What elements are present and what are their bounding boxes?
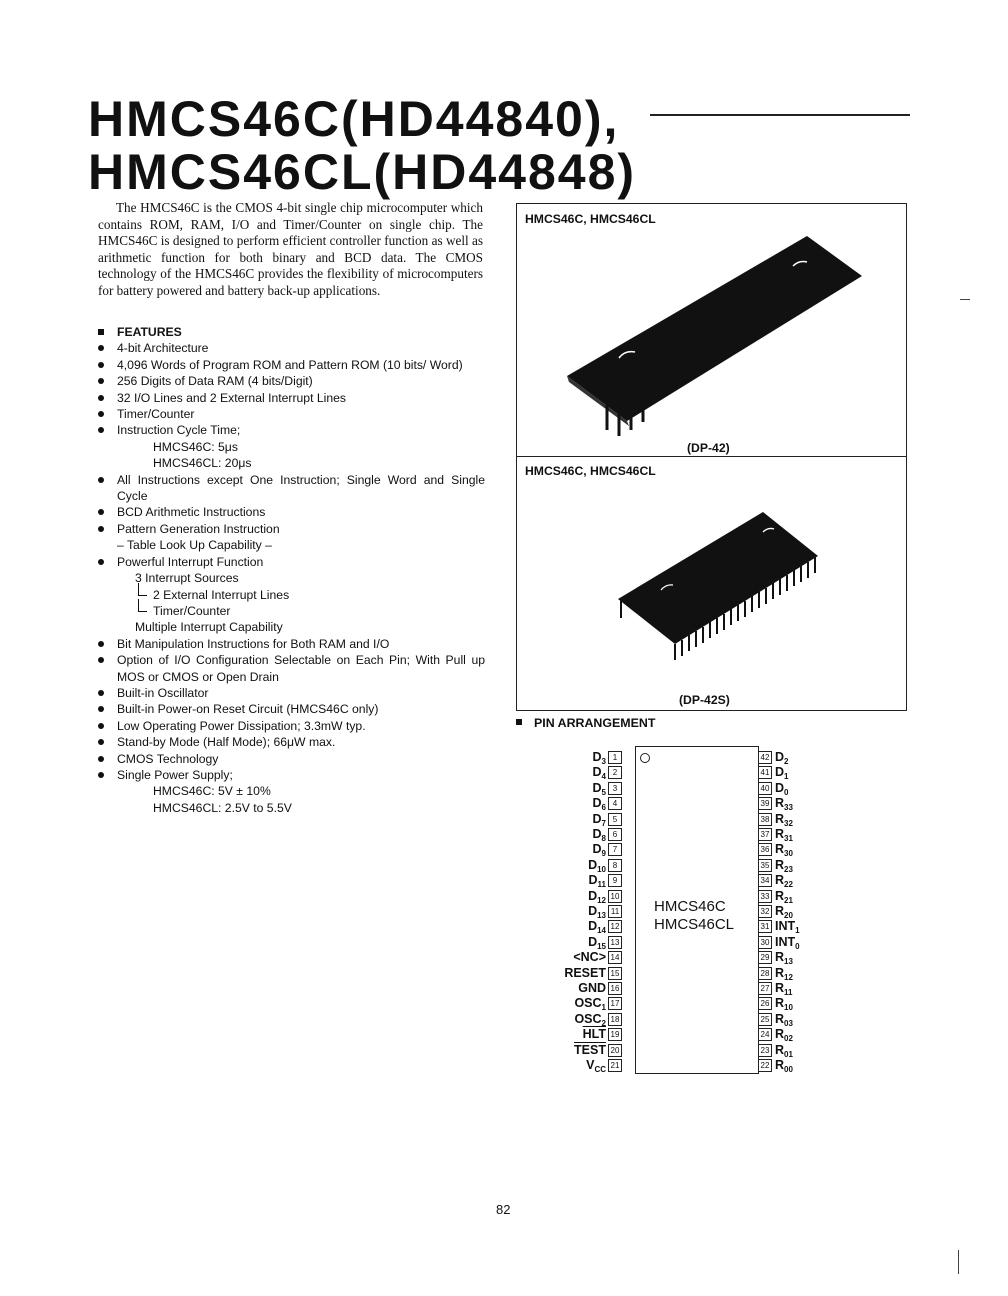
pin-number: 39 — [758, 797, 772, 810]
pin-number: 32 — [758, 905, 772, 918]
page-number: 82 — [496, 1202, 511, 1217]
square-bullet-icon — [98, 329, 104, 335]
package-code-top: (DP-42) — [687, 441, 730, 455]
pin-3 — [593, 781, 622, 796]
bullet-icon — [98, 756, 104, 762]
pin-13 — [588, 935, 622, 950]
feature-subitem: Timer/Counter — [97, 603, 485, 619]
pin-21 — [586, 1058, 622, 1073]
pin-number: 30 — [758, 936, 772, 949]
pin-number: 36 — [758, 843, 772, 856]
pin-number: 42 — [758, 751, 772, 764]
pin-label: $INT_1$ — [775, 919, 800, 936]
pin-number: 22 — [758, 1059, 772, 1072]
pin-label: $R_{22}$ — [775, 873, 793, 890]
feature-item: 32 I/O Lines and 2 External Interrupt Lines — [97, 390, 485, 406]
bullet-icon — [98, 723, 104, 729]
pin-label: $R_{03}$ — [775, 1011, 793, 1028]
pin-label: $R_{01}$ — [775, 1042, 793, 1059]
features-list — [97, 324, 485, 816]
pin-number: 25 — [758, 1013, 772, 1026]
pin-label: $D_{14}$ — [588, 919, 606, 936]
pin-number: 41 — [758, 766, 772, 779]
pin-label: TEST — [574, 1042, 606, 1057]
feature-subitem: Multiple Interrupt Capability — [135, 620, 283, 635]
pin-label: $D_5$ — [592, 780, 606, 797]
feature-item: Low Operating Power Dissipation; 3.3mW typ. — [97, 718, 485, 734]
pin-1 — [593, 750, 622, 765]
feature-subitem: HMCS46C: 5μs — [153, 439, 238, 454]
feature-subitem: 3 Interrupt Sources — [135, 571, 239, 586]
pin-24 — [758, 1027, 793, 1042]
feature-item: Single Power Supply; — [97, 767, 485, 783]
pin-20 — [574, 1043, 622, 1058]
pin-11 — [588, 904, 622, 919]
pin-number: 8 — [608, 859, 622, 872]
pin-4 — [593, 796, 622, 811]
pin-label: $R_{23}$ — [775, 857, 793, 874]
pin-label: GND — [578, 981, 606, 995]
pin-label: $\overline{HLT}$ — [582, 1027, 606, 1042]
bullet-icon — [98, 411, 104, 417]
feature-item: 4-bit Architecture — [97, 340, 485, 356]
pin-label: $R_{30}$ — [775, 842, 793, 859]
tree-connector — [138, 599, 147, 612]
pin-33 — [758, 889, 793, 904]
bullet-icon — [98, 690, 104, 696]
feature-item: 4,096 Words of Program ROM and Pattern ROM (10 bits/ Word) — [97, 357, 485, 373]
pin-label: $D_{11}$ — [588, 873, 606, 890]
square-bullet-icon — [516, 719, 522, 725]
margin-mark — [960, 299, 970, 300]
pin-number: 13 — [608, 936, 622, 949]
pin-label: $D_6$ — [592, 796, 606, 813]
pin-label: <NC> — [573, 950, 606, 965]
pin1-marker-icon — [640, 753, 650, 763]
pin-label: $R_{13}$ — [775, 950, 793, 967]
feature-item: CMOS Technology — [97, 751, 485, 767]
pin-label: $R_{12}$ — [775, 965, 793, 982]
package-title-top: HMCS46C, HMCS46CL — [525, 212, 656, 226]
bullet-icon — [98, 477, 104, 483]
pin-39 — [758, 796, 793, 811]
pin-6 — [593, 827, 622, 842]
pin-number: 19 — [608, 1028, 622, 1041]
feature-subitem: HMCS46CL: 20μs — [153, 456, 252, 471]
feature-item: All Instructions except One Instruction; Single Word and Single Cycle — [97, 472, 485, 505]
pin-19 — [583, 1027, 622, 1042]
pin-number: 12 — [608, 920, 622, 933]
pin-17 — [574, 996, 622, 1011]
feature-subitem: – Table Look Up Capability – — [117, 538, 272, 553]
bullet-icon — [98, 362, 104, 368]
pin-26 — [758, 996, 793, 1011]
bullet-icon — [98, 739, 104, 745]
pin-number: 16 — [608, 982, 622, 995]
feature-item: Timer/Counter — [97, 406, 485, 422]
pin-16 — [578, 981, 622, 996]
pin-number: 27 — [758, 982, 772, 995]
pin-label: RESET — [564, 965, 606, 980]
pin-number: 11 — [608, 905, 622, 918]
bullet-icon — [98, 657, 104, 663]
feature-subitem: HMCS46C: 5V ± 10% — [153, 784, 271, 799]
pin-number: 26 — [758, 997, 772, 1010]
pin-label: $D_{13}$ — [588, 904, 606, 920]
pin-label: $D_2$ — [775, 750, 789, 766]
bullet-icon — [98, 427, 104, 433]
feature-item: BCD Arithmetic Instructions — [97, 504, 485, 520]
pin-32 — [758, 904, 793, 919]
feature-item: 256 Digits of Data RAM (4 bits/Digit) — [97, 373, 485, 389]
pin-36 — [758, 842, 793, 857]
feature-item: Built-in Power-on Reset Circuit (HMCS46C only) — [97, 701, 485, 717]
chip-name-2: HMCS46CL — [654, 916, 735, 933]
dip42s-package-illustration — [613, 504, 833, 674]
pin-42 — [758, 750, 788, 765]
pin-25 — [758, 1012, 793, 1027]
feature-item: Powerful Interrupt Function — [97, 554, 485, 570]
pin-label: $OSC_1$ — [574, 996, 606, 1013]
package-code-bottom: (DP-42S) — [679, 693, 730, 707]
pin-28 — [758, 966, 793, 981]
pin-label: $R_{10}$ — [775, 996, 793, 1013]
bullet-icon — [98, 526, 104, 532]
pin-label: $R_{32}$ — [775, 811, 793, 828]
bullet-icon — [98, 559, 104, 565]
pin-10 — [588, 889, 622, 904]
bullet-icon — [98, 772, 104, 778]
chip-name-1: HMCS46C — [654, 898, 726, 915]
pin-label: $V_{CC}$ — [586, 1058, 606, 1074]
pin-number: 4 — [608, 797, 622, 810]
pin-number: 28 — [758, 967, 772, 980]
pin-23 — [758, 1043, 793, 1058]
pin-37 — [758, 827, 793, 842]
pin-label: $INT_0$ — [775, 934, 800, 951]
feature-item: Bit Manipulation Instructions for Both RAM and I/O — [97, 636, 485, 652]
pin-34 — [758, 873, 793, 888]
bullet-icon — [98, 706, 104, 712]
pin-number: 38 — [758, 813, 772, 826]
feature-item: Built-in Oscillator — [97, 685, 485, 701]
pin-label: $D_3$ — [592, 750, 606, 766]
pin-41 — [758, 765, 788, 780]
pin-number: 10 — [608, 890, 622, 903]
dip42-package-illustration — [557, 226, 877, 446]
pin-number: 23 — [758, 1044, 772, 1057]
pin-label: $D_0$ — [775, 780, 789, 797]
pin-number: 29 — [758, 951, 772, 964]
page-title-line-2: HMCS46CL(HD44848) — [88, 144, 637, 200]
pin-arrangement-heading: PIN ARRANGEMENT — [516, 716, 655, 730]
pin-number: 14 — [608, 951, 622, 964]
intro-paragraph: The HMCS46C is the CMOS 4-bit single chip microcomputer which contains ROM, RAM, I/O and Timer/Counter on single chip. The HMCS46C is designed to perform efficient controller function as well as arithmetic function for both binary and BCD data. The CMOS technology of the HMCS46C provides the flexibility of microcomputers for battery powered and battery back-up applications. — [98, 200, 483, 298]
pin-40 — [758, 781, 788, 796]
pin-number: 9 — [608, 874, 622, 887]
pin-number: 6 — [608, 828, 622, 841]
pin-label: $D_7$ — [592, 811, 606, 828]
pin-label: $R_{20}$ — [775, 904, 793, 920]
package-title-bottom: HMCS46C, HMCS46CL — [525, 464, 656, 478]
pin-29 — [758, 950, 793, 965]
pin-label: $D_{15}$ — [588, 934, 606, 951]
pin-number: 18 — [608, 1013, 622, 1026]
pin-label: $D_8$ — [592, 827, 606, 843]
pin-arrangement-diagram — [560, 742, 820, 1082]
pin-number: 17 — [608, 997, 622, 1010]
pin-12 — [588, 919, 622, 934]
pin-22 — [758, 1058, 793, 1073]
pin-number: 5 — [608, 813, 622, 826]
pin-label: $D_1$ — [775, 765, 789, 782]
package-figure-box — [516, 203, 907, 711]
bullet-icon — [98, 509, 104, 515]
features-heading: FEATURES — [97, 324, 485, 340]
pin-27 — [758, 981, 793, 996]
pin-number: 37 — [758, 828, 772, 841]
pin-15 — [564, 966, 622, 981]
pin-label: $R_{02}$ — [775, 1027, 793, 1044]
pin-number: 24 — [758, 1028, 772, 1041]
pin-8 — [588, 858, 622, 873]
pin-label: $D_4$ — [592, 765, 606, 782]
pin-number: 7 — [608, 843, 622, 856]
pin-number: 2 — [608, 766, 622, 779]
pin-number: 3 — [608, 782, 622, 795]
pin-14 — [573, 950, 622, 965]
pin-label: $R_{33}$ — [775, 796, 793, 813]
feature-subitem: 2 External Interrupt Lines — [97, 587, 485, 603]
pin-label: $D_{12}$ — [588, 888, 606, 905]
feature-subitem: HMCS46CL: 2.5V to 5.5V — [153, 800, 292, 815]
pin-number: 33 — [758, 890, 772, 903]
pin-number: 20 — [608, 1044, 622, 1057]
pin-5 — [593, 812, 622, 827]
margin-mark — [958, 1250, 959, 1274]
pin-9 — [589, 873, 623, 888]
pin-label: $R_{00}$ — [775, 1058, 793, 1074]
feature-item: Pattern Generation Instruction — [97, 521, 485, 537]
pin-38 — [758, 812, 793, 827]
pin-number: 34 — [758, 874, 772, 887]
bullet-icon — [98, 395, 104, 401]
pin-35 — [758, 858, 793, 873]
pin-number: 1 — [608, 751, 622, 764]
feature-item: Stand-by Mode (Half Mode); 66μW max. — [97, 734, 485, 750]
bullet-icon — [98, 378, 104, 384]
pin-31 — [758, 919, 800, 934]
feature-item: Instruction Cycle Time; — [97, 422, 485, 438]
pin-30 — [758, 935, 800, 950]
pin-label: $R_{11}$ — [775, 981, 793, 997]
pin-number: 15 — [608, 967, 622, 980]
pin-label: $OSC_2$ — [574, 1011, 606, 1028]
pin-2 — [593, 765, 622, 780]
package-divider — [517, 456, 906, 457]
pin-label: $D_{10}$ — [588, 857, 606, 874]
pin-label: $D_9$ — [592, 842, 606, 859]
pin-number: 21 — [608, 1059, 622, 1072]
pin-number: 40 — [758, 782, 772, 795]
page-title-line-1: HMCS46C(HD44840), — [88, 91, 620, 147]
pin-label: $R_{21}$ — [775, 888, 793, 905]
pin-7 — [593, 842, 622, 857]
title-rule — [650, 114, 910, 116]
pin-number: 35 — [758, 859, 772, 872]
tree-connector — [138, 583, 147, 596]
bullet-icon — [98, 345, 104, 351]
feature-item: Option of I/O Configuration Selectable on Each Pin; With Pull up MOS or CMOS or Open Drain — [97, 652, 485, 685]
pin-number: 31 — [758, 920, 772, 933]
pin-label: $R_{31}$ — [775, 827, 793, 843]
pin-18 — [574, 1012, 622, 1027]
bullet-icon — [98, 641, 104, 647]
